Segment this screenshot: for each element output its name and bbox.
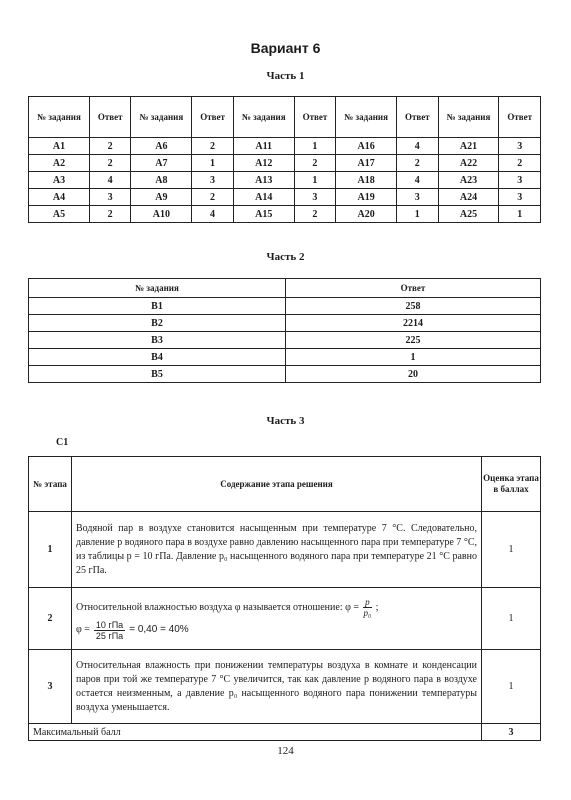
header-answer: Ответ xyxy=(499,97,541,138)
task-answer: 3 xyxy=(499,138,541,155)
task-answer: 4 xyxy=(397,138,438,155)
task-answer: 2 xyxy=(89,138,130,155)
part2-table xyxy=(28,278,541,383)
step-score: 1 xyxy=(482,512,541,588)
header-task: № задания xyxy=(131,97,192,138)
task-code: A6 xyxy=(131,138,192,155)
task-code: A11 xyxy=(233,138,294,155)
task-answer: 225 xyxy=(286,332,541,349)
task-code: A4 xyxy=(29,189,90,206)
max-score-row xyxy=(29,724,541,741)
task-code: A13 xyxy=(233,172,294,189)
task-answer: 1 xyxy=(397,206,438,223)
task-answer: 258 xyxy=(286,298,541,315)
task-code: A8 xyxy=(131,172,192,189)
fraction-numerator: p xyxy=(365,596,370,607)
task-answer: 2 xyxy=(294,155,335,172)
step-number: 2 xyxy=(29,588,72,650)
task-code: A14 xyxy=(233,189,294,206)
task-code: B1 xyxy=(29,298,286,315)
task-code: A5 xyxy=(29,206,90,223)
part1-table xyxy=(28,96,541,223)
header-answer: Ответ xyxy=(397,97,438,138)
header-answer: Ответ xyxy=(192,97,233,138)
task-code: A18 xyxy=(336,172,397,189)
task-code: A2 xyxy=(29,155,90,172)
task-answer: 4 xyxy=(192,206,233,223)
task-answer: 1 xyxy=(294,138,335,155)
formula-result: = 0,40 = 40% xyxy=(129,624,189,635)
header-content: Содержание этапа решения xyxy=(72,457,482,512)
task-code: A10 xyxy=(131,206,192,223)
task-answer: 2 xyxy=(397,155,438,172)
header-task: № задания xyxy=(438,97,499,138)
table-row xyxy=(29,349,541,366)
task-answer: 2 xyxy=(192,189,233,206)
fraction xyxy=(362,597,374,618)
task-answer: 2 xyxy=(89,206,130,223)
task-answer: 3 xyxy=(499,172,541,189)
header-answer: Ответ xyxy=(286,279,541,298)
table-row xyxy=(29,206,541,223)
part2-header-row xyxy=(29,279,541,298)
task-code: A24 xyxy=(438,189,499,206)
solution-step-row xyxy=(29,588,541,650)
task-answer: 2214 xyxy=(286,315,541,332)
task-code: A23 xyxy=(438,172,499,189)
step-number: 1 xyxy=(29,512,72,588)
formula-line-2 xyxy=(76,620,189,641)
task-answer: 1 xyxy=(192,155,233,172)
step-score: 1 xyxy=(482,650,541,724)
header-task: № задания xyxy=(29,97,90,138)
fraction-numerator: 10 гПа xyxy=(95,619,124,630)
max-score-label: Максимальный балл xyxy=(29,724,482,741)
table-row xyxy=(29,172,541,189)
task-answer: 2 xyxy=(499,155,541,172)
task-code: B4 xyxy=(29,349,286,366)
task-answer: 2 xyxy=(294,206,335,223)
fraction xyxy=(94,620,125,641)
formula-text: Относительной влажностью воздуха φ называется отношение: φ = xyxy=(76,601,360,613)
task-code: A25 xyxy=(438,206,499,223)
table-row xyxy=(29,332,541,349)
header-score: Оценка этапа в баллах xyxy=(482,457,541,512)
header-task: № задания xyxy=(233,97,294,138)
task-code: A1 xyxy=(29,138,90,155)
task-answer: 3 xyxy=(89,189,130,206)
table-row xyxy=(29,298,541,315)
header-answer: Ответ xyxy=(89,97,130,138)
page-number: 124 xyxy=(277,745,294,757)
fraction-denominator: 25 гПа xyxy=(95,630,124,641)
task-code: A20 xyxy=(336,206,397,223)
task-answer: 4 xyxy=(89,172,130,189)
task-code: A22 xyxy=(438,155,499,172)
task-code: B3 xyxy=(29,332,286,349)
part1-title: Часть 1 xyxy=(266,70,305,82)
task-answer: 3 xyxy=(192,172,233,189)
task-answer: 20 xyxy=(286,366,541,383)
task-code: A3 xyxy=(29,172,90,189)
task-answer: 1 xyxy=(294,172,335,189)
variant-title: Вариант 6 xyxy=(250,40,321,56)
task-code: A21 xyxy=(438,138,499,155)
step-content: Относительная влажность при понижении температуры воздуха в комнате и конденсации паров при той же температуре 7 °С увеличится, так как давление p водяного пара в воздухе остается неизменным, а давление p₀ насыщенного водяного пара понижении температуры воздуха уменьшается. xyxy=(72,650,482,724)
formula-prefix: φ = xyxy=(76,624,90,635)
header-task: № задания xyxy=(336,97,397,138)
header-task: № задания xyxy=(29,279,286,298)
part1-header-row xyxy=(29,97,541,138)
task-code: B5 xyxy=(29,366,286,383)
step-content: Водяной пар в воздухе становится насыщенным при температуре 7 °С. Следовательно, давление p водяного пара в воздухе равно давлению насыщенного пара при температуре 7 °С, из таблицы p = 10 гПа. Давление p₀ насыщенного водяного пара при температуре 21 °С равно 25 гПа. xyxy=(72,512,482,588)
solution-step-row xyxy=(29,512,541,588)
task-answer: 1 xyxy=(286,349,541,366)
table-row xyxy=(29,315,541,332)
step-score: 1 xyxy=(482,588,541,650)
step-content xyxy=(72,588,482,650)
task-code: A16 xyxy=(336,138,397,155)
task-code: A9 xyxy=(131,189,192,206)
step-number: 3 xyxy=(29,650,72,724)
formula-line-1 xyxy=(76,597,477,618)
task-answer: 4 xyxy=(397,172,438,189)
task-code: B2 xyxy=(29,315,286,332)
task-answer: 3 xyxy=(499,189,541,206)
table-row xyxy=(29,155,541,172)
part3-title: Часть 3 xyxy=(266,415,305,427)
task-code: A12 xyxy=(233,155,294,172)
task-c1-label: C1 xyxy=(56,437,69,448)
task-code: A19 xyxy=(336,189,397,206)
max-score-value: 3 xyxy=(482,724,541,741)
task-answer: 3 xyxy=(397,189,438,206)
solution-step-row xyxy=(29,650,541,724)
task-code: A7 xyxy=(131,155,192,172)
task-code: A15 xyxy=(233,206,294,223)
part3-table xyxy=(28,456,541,741)
table-row xyxy=(29,366,541,383)
task-code: A17 xyxy=(336,155,397,172)
formula-punct: ; xyxy=(375,601,379,613)
header-step: № этапа xyxy=(29,457,72,512)
part2-title: Часть 2 xyxy=(266,251,305,263)
table-row xyxy=(29,138,541,155)
task-answer: 2 xyxy=(89,155,130,172)
part3-header-row xyxy=(29,457,541,512)
fraction-denominator: p₀ xyxy=(363,607,372,618)
table-row xyxy=(29,189,541,206)
task-answer: 3 xyxy=(294,189,335,206)
task-answer: 2 xyxy=(192,138,233,155)
header-answer: Ответ xyxy=(294,97,335,138)
task-answer: 1 xyxy=(499,206,541,223)
